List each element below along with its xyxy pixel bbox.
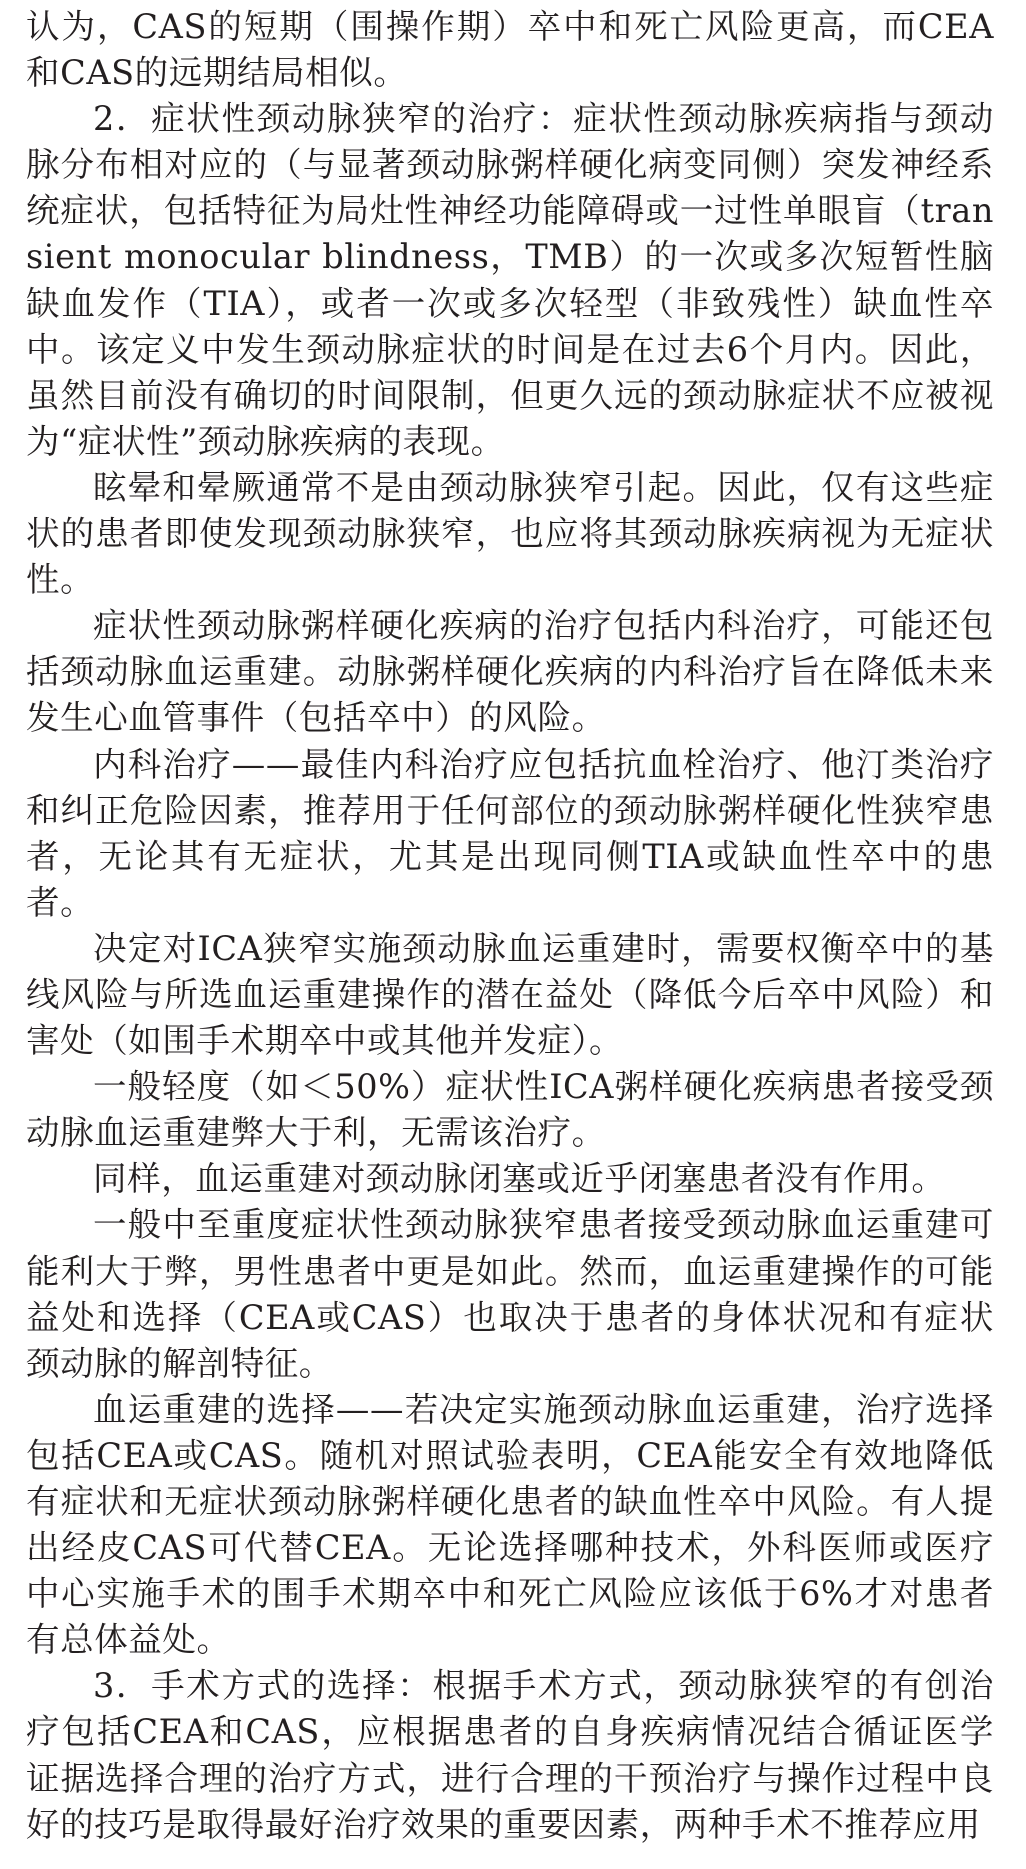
paragraph-medical-therapy: 内科治疗——最佳内科治疗应包括抗血栓治疗、他汀类治疗和纠正危险因素，推荐用于任何部位的颈动脉粥样硬化性狭窄患者，无论其有无症状，尤其是出现同侧TIA或缺血性卒中的患者。 bbox=[26, 744, 994, 922]
paragraph-treatment-overview: 症状性颈动脉粥样硬化疾病的治疗包括内科治疗，可能还包括颈动脉血运重建。动脉粥样硬化疾病的内科治疗旨在降低未来发生心血管事件（包括卒中）的风险。 bbox=[26, 606, 994, 738]
paragraph-symptomatic-stenosis-treatment: 2．症状性颈动脉狭窄的治疗：症状性颈动脉疾病指与颈动脉分布相对应的（与显著颈动脉粥样硬化病变同侧）突发神经系统症状，包括特征为局灶性神经功能障碍或一过性单眼盲（transient monocular blindness，TMB）的一次或多次短暂性脑缺血发作（TIA），或者一次或多次轻型（非致残性）缺血性卒中。该定义中发生颈动脉症状的时间是在过去6个月内。因此，虽然目前没有确切的时间限制，但更久远的颈动脉症状不应被视为“症状性”颈动脉疾病的表现。 bbox=[26, 99, 994, 461]
paragraph-moderate-severe-stenosis: 一般中至重度症状性颈动脉狭窄患者接受颈动脉血运重建可能利大于弊，男性患者中更是如此。然而，血运重建操作的可能益处和选择（CEA或CAS）也取决于患者的身体状况和有症状颈动脉的解剖特征。 bbox=[26, 1205, 994, 1383]
paragraph-continuation: 认为，CAS的短期（围操作期）卒中和死亡风险更高，而CEA和CAS的远期结局相似。 bbox=[26, 7, 994, 93]
paragraph-revascularization-choice: 血运重建的选择——若决定实施颈动脉血运重建，治疗选择包括CEA或CAS。随机对照试验表明，CEA能安全有效地降低有症状和无症状颈动脉粥样硬化患者的缺血性卒中风险。有人提出经皮CAS可代替CEA。无论选择哪种技术，外科医师或医疗中心实施手术的围手术期卒中和死亡风险应该低于6%才对患者有总体益处。 bbox=[26, 1389, 994, 1660]
paragraph-revascularization-decision: 决定对ICA狭窄实施颈动脉血运重建时，需要权衡卒中的基线风险与所选血运重建操作的潜在益处（降低今后卒中风险）和害处（如围手术期卒中或其他并发症）。 bbox=[26, 928, 994, 1061]
paragraph-vertigo-syncope: 眩晕和晕厥通常不是由颈动脉狭窄引起。因此，仅有这些症状的患者即使发现颈动脉狭窄，也应将其颈动脉疾病视为无症状性。 bbox=[26, 467, 994, 600]
paragraph-surgical-approach: 3．手术方式的选择：根据手术方式，颈动脉狭窄的有创治疗包括CEA和CAS，应根据患者的自身疾病情况结合循证医学证据选择合理的治疗方式，进行合理的干预治疗与操作过程中良好的技巧是取得最好治疗效果的重要因素，两种手术不推荐应用 bbox=[26, 1666, 994, 1844]
paragraph-mild-stenosis: 一般轻度（如＜50%）症状性ICA粥样硬化疾病患者接受颈动脉血运重建弊大于利，无需该治疗。 bbox=[26, 1067, 994, 1153]
paragraph-occlusion: 同样，血运重建对颈动脉闭塞或近乎闭塞患者没有作用。 bbox=[93, 1159, 946, 1199]
